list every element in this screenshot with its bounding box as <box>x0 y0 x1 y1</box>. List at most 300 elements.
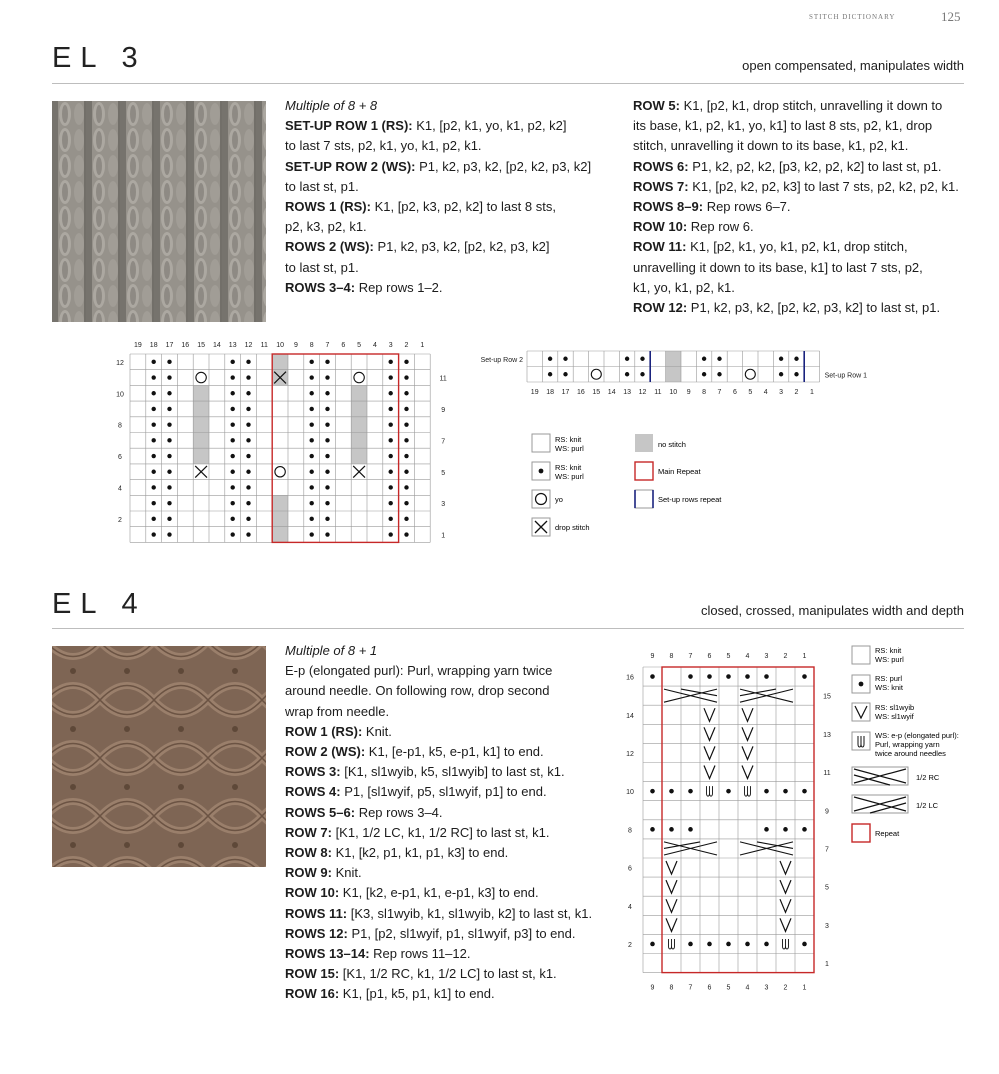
purl-dot <box>310 532 314 536</box>
purl-dot <box>310 470 314 474</box>
purl-dot <box>167 470 171 474</box>
legend-rc-el4 <box>852 767 940 785</box>
legend-main-repeat-el3 <box>635 462 701 480</box>
purl-dot <box>548 372 552 376</box>
purl-dot <box>231 375 235 379</box>
purl-dot <box>802 789 807 794</box>
column-number: 10 <box>276 342 284 349</box>
row-number: 8 <box>118 422 122 430</box>
purl-dot <box>152 501 156 505</box>
row-text: K1, [p2, k2, p2, k3] to last 7 sts, p2, k2, p2, k1. <box>688 178 959 194</box>
purl-dot <box>246 532 250 536</box>
row-label: ROW 1 (RS): <box>285 723 363 739</box>
column-number: 3 <box>764 653 769 660</box>
slip-v-icon <box>742 766 753 779</box>
slip-v-icon <box>666 918 677 931</box>
column-number: 1 <box>802 984 807 990</box>
section-divider-el4 <box>52 628 964 629</box>
el4-legend <box>850 644 990 849</box>
column-number: 13 <box>623 389 631 396</box>
purl-dot <box>625 357 629 361</box>
purl-dot <box>310 501 314 505</box>
purl-dot <box>246 454 250 458</box>
knit-symbol-icon <box>852 646 870 664</box>
row-number: 9 <box>441 406 446 414</box>
left-cross-icon <box>740 689 793 702</box>
legend-text: WS: sl1wyif <box>875 712 914 721</box>
row-number: 6 <box>628 865 632 873</box>
purl-dot <box>152 375 156 379</box>
row-text: K1, [p2, k1, yo, k1, p2, k1, drop stitch, <box>686 239 908 255</box>
column-number: 7 <box>688 653 693 660</box>
el3-chart <box>108 336 453 550</box>
row-text: K1, [p2, k1, drop stitch, unravelling it down to <box>679 98 943 113</box>
slip-v-icon <box>780 880 791 893</box>
instruction-line <box>633 298 973 318</box>
column-number: 6 <box>341 342 346 349</box>
legend-knit-el4 <box>852 646 904 664</box>
row-text: Knit. <box>331 865 362 881</box>
slip-v-icon <box>704 727 715 740</box>
purl-dot <box>707 674 712 679</box>
section-title-el3: EL 3 <box>52 42 147 74</box>
purl-dot <box>404 407 408 411</box>
el3-multiple: Multiple of 8 + 8 <box>285 98 378 113</box>
purl-dot <box>167 360 171 364</box>
el3-instructions-col2 <box>633 96 973 318</box>
purl-dot <box>325 438 329 442</box>
purl-dot <box>726 789 731 794</box>
purl-dot <box>404 485 408 489</box>
no-stitch-cell <box>351 385 367 464</box>
column-number: 5 <box>357 342 362 349</box>
instruction-line <box>633 258 973 278</box>
row-number: 10 <box>116 391 124 399</box>
purl-dot <box>246 422 250 426</box>
instruction-line <box>285 722 615 742</box>
swatch-photo-el4 <box>52 646 266 867</box>
column-number: 9 <box>650 984 655 990</box>
elongated-purl-icon <box>783 939 789 949</box>
legend-text: WS: purl <box>555 472 584 481</box>
purl-dot <box>404 501 408 505</box>
purl-dot <box>152 391 156 395</box>
purl-dot <box>688 674 693 679</box>
knit-symbol-icon <box>532 434 550 452</box>
purl-dot <box>152 438 156 442</box>
row-number: 7 <box>825 846 829 854</box>
instruction-line <box>285 924 615 944</box>
purl-dot <box>650 942 655 947</box>
column-number: 3 <box>764 984 769 990</box>
purl-dot <box>231 391 235 395</box>
el4-instructions <box>285 641 615 1005</box>
row-number: 5 <box>825 884 829 892</box>
section-title-el4: EL 4 <box>52 588 147 620</box>
purl-dot <box>688 827 693 832</box>
intro-line: around needle. On following row, drop second <box>285 683 550 699</box>
column-number: 4 <box>372 342 377 349</box>
column-number: 6 <box>707 984 712 990</box>
purl-dot <box>167 391 171 395</box>
yo-circle-icon <box>275 467 285 477</box>
purl-dot <box>167 407 171 411</box>
instruction-line <box>633 157 973 177</box>
instruction-line <box>285 843 615 863</box>
yo-circle-icon <box>532 490 550 508</box>
row-text: Rep row 6. <box>687 219 754 235</box>
purl-dot <box>152 454 156 458</box>
row-label: ROW 16: <box>285 986 340 1002</box>
legend-text: WS: e-p (elongated purl): <box>875 731 959 740</box>
instruction-line <box>285 136 615 156</box>
slip-v-icon <box>704 708 715 721</box>
column-number: 19 <box>530 389 539 396</box>
purl-dot <box>389 485 393 489</box>
purl-dot <box>325 391 329 395</box>
no-stitch-cell <box>193 385 209 464</box>
row-text: P1, k2, p3, k2, [p2, k2, p3, k2] <box>415 158 592 174</box>
row-label: SET-UP ROW 1 (RS): <box>285 118 413 134</box>
column-number: 16 <box>181 342 190 349</box>
purl-dot <box>389 391 393 395</box>
purl-dot <box>794 372 798 376</box>
purl-dot <box>389 407 393 411</box>
setup-repeat-icon <box>635 490 653 508</box>
purl-dot <box>404 438 408 442</box>
purl-dot <box>783 789 788 794</box>
instruction-line <box>285 177 615 197</box>
column-number: 7 <box>688 984 693 990</box>
row-number: 1 <box>441 532 446 540</box>
row-text: P1, [sl1wyif, p5, sl1wyif, p1] to end. <box>340 784 547 800</box>
row-label: ROWS 1 (RS): <box>285 199 371 215</box>
purl-dot <box>246 375 250 379</box>
column-number: 13 <box>228 342 237 349</box>
legend-text: WS: purl <box>875 655 904 664</box>
purl-dot <box>152 422 156 426</box>
column-number: 19 <box>134 342 142 349</box>
purl-dot <box>764 674 769 679</box>
purl-dot <box>389 532 393 536</box>
column-number: 2 <box>783 984 788 990</box>
column-number: 1 <box>802 653 807 660</box>
row-label: SET-UP ROW 2 (WS): <box>285 158 416 174</box>
instruction-line <box>285 883 615 903</box>
legend-nostitch-el3 <box>635 434 686 452</box>
column-number: 12 <box>244 342 253 349</box>
purl-dot <box>231 501 235 505</box>
column-number: 4 <box>745 984 750 990</box>
row-text: P1, k2, p2, k2, [p3, k2, p2, k2] to last st, p1. <box>688 158 942 174</box>
purl-dot <box>167 517 171 521</box>
yo-circle-icon <box>196 372 206 382</box>
slip-v-icon <box>780 899 791 912</box>
purl-dot <box>152 532 156 536</box>
purl-dot <box>548 357 552 361</box>
no-stitch-cell <box>272 495 288 542</box>
left-cross-icon <box>664 842 717 855</box>
purl-dot <box>802 827 807 832</box>
slip-v-icon <box>704 766 715 779</box>
column-number: 11 <box>260 342 268 349</box>
purl-dot <box>563 357 567 361</box>
purl-dot <box>167 501 171 505</box>
row-number: 6 <box>118 454 122 462</box>
row-text: P1, k2, p3, k2, [p2, k2, p3, k2] <box>373 239 550 255</box>
column-number: 8 <box>702 389 707 396</box>
section-subtitle-el4: closed, crossed, manipulates width and depth <box>700 603 964 618</box>
row-number: 2 <box>118 516 122 524</box>
slip-v-icon <box>742 727 753 740</box>
elongated-purl-icon <box>669 939 675 949</box>
instruction-line <box>285 964 615 984</box>
purl-dot <box>325 501 329 505</box>
yo-circle-icon <box>591 369 601 379</box>
purl-dot <box>246 501 250 505</box>
purl-dot <box>246 470 250 474</box>
row-number: 5 <box>441 469 446 477</box>
purl-dot <box>640 372 644 376</box>
repeat-icon <box>852 824 870 842</box>
purl-dot <box>726 674 731 679</box>
purl-dot <box>325 470 329 474</box>
intro-line: wrap from needle. <box>285 703 390 719</box>
yo-circle-icon <box>354 372 364 382</box>
row-label: ROW 11: <box>633 239 687 255</box>
legend-text: RS: knit <box>555 435 582 444</box>
purl-dot <box>231 422 235 426</box>
row-number: 3 <box>825 922 829 930</box>
purl-dot <box>152 470 156 474</box>
purl-dot <box>167 375 171 379</box>
purl-dot <box>404 454 408 458</box>
column-number: 7 <box>325 342 330 349</box>
setup-row-label: Set-up Row 1 <box>824 372 868 380</box>
slip-v-icon <box>666 880 677 893</box>
el3-setup-chart <box>463 343 893 401</box>
instruction-line <box>285 157 615 177</box>
legend-text: Repeat <box>875 829 900 838</box>
row-text: to last st, p1. <box>285 178 359 194</box>
purl-dot <box>404 360 408 364</box>
row-text: K1, [p1, k5, p1, k1] to end. <box>339 986 495 1002</box>
column-number: 15 <box>197 342 205 349</box>
purl-dot <box>625 372 629 376</box>
row-label: ROW 5: <box>633 98 680 113</box>
column-number: 8 <box>309 342 314 349</box>
legend-purl-el4 <box>852 674 904 693</box>
swatch-photo-el3 <box>52 101 266 322</box>
row-number: 7 <box>441 438 446 446</box>
column-number: 16 <box>577 389 585 396</box>
purl-dot <box>802 942 807 947</box>
instruction-line <box>285 258 615 278</box>
row-label: ROW 7: <box>285 824 332 840</box>
purl-dot <box>779 372 783 376</box>
purl-dot <box>389 454 393 458</box>
row-label: ROW 10: <box>633 219 688 235</box>
row-text: Rep rows 3–4. <box>355 804 443 820</box>
legend-text: twice around needles <box>875 749 946 758</box>
purl-dot <box>310 517 314 521</box>
slip-v-icon <box>666 899 677 912</box>
column-number: 7 <box>717 389 722 396</box>
purl-dot <box>152 485 156 489</box>
column-number: 5 <box>726 653 731 660</box>
row-number: 4 <box>628 903 632 911</box>
purl-dot <box>650 827 655 832</box>
purl-dot <box>404 391 408 395</box>
row-text: P1, k2, p3, k2, [p2, k2, p3, k2] to last st, p1. <box>687 300 941 316</box>
column-number: 1 <box>809 389 814 396</box>
column-number: 2 <box>404 342 409 349</box>
column-number: 10 <box>669 389 678 396</box>
purl-dot <box>325 407 329 411</box>
legend-lc-el4 <box>852 795 939 813</box>
purl-dot <box>702 372 706 376</box>
row-text: K1, [k2, p1, k1, p1, k3] to end. <box>331 845 509 861</box>
purl-dot <box>246 517 250 521</box>
instruction-line <box>285 944 615 964</box>
row-text: Rep rows 6–7. <box>703 199 791 215</box>
purl-dot <box>310 375 314 379</box>
column-number: 17 <box>165 342 174 349</box>
column-number: 3 <box>779 389 784 396</box>
purl-dot <box>310 360 314 364</box>
running-head: STITCH DICTIONARY <box>809 13 896 21</box>
purl-dot <box>167 485 171 489</box>
row-text: P1, [p2, sl1wyif, p1, sl1wyif, p3] to end. <box>347 925 576 941</box>
column-number: 4 <box>763 389 768 396</box>
instruction-line <box>285 237 615 257</box>
legend-text: RS: knit <box>555 463 582 472</box>
row-label: ROW 8: <box>285 845 332 861</box>
legend-text: yo <box>555 495 563 504</box>
purl-dot <box>688 942 693 947</box>
slip-v-icon <box>780 861 791 874</box>
slip-v-icon <box>742 746 753 759</box>
purl-dot <box>640 357 644 361</box>
row-text: [K1, 1/2 RC, k1, 1/2 LC] to last st, k1. <box>339 966 557 982</box>
purl-dot <box>152 407 156 411</box>
instruction-line <box>285 742 615 762</box>
purl-dot <box>404 517 408 521</box>
column-number: 9 <box>686 389 691 396</box>
row-label: ROWS 11: <box>285 905 348 921</box>
legend-purl-el3 <box>532 462 584 481</box>
purl-dot <box>231 454 235 458</box>
row-text: p2, k3, p2, k1. <box>285 219 367 235</box>
purl-dot <box>389 422 393 426</box>
column-number: 8 <box>669 984 674 990</box>
slip-v-icon <box>666 861 677 874</box>
purl-dot <box>167 454 171 458</box>
slip-v-icon <box>742 708 753 721</box>
column-number: 4 <box>745 653 750 660</box>
instruction-line <box>633 96 973 116</box>
row-label: ROW 10: <box>285 885 340 901</box>
column-number: 6 <box>707 653 712 660</box>
purl-dot <box>152 360 156 364</box>
legend-text: Set-up rows repeat <box>658 495 722 504</box>
purl-dot <box>246 360 250 364</box>
purl-dot <box>764 827 769 832</box>
purl-dot <box>717 372 721 376</box>
instruction-line <box>633 136 973 156</box>
purl-dot <box>389 517 393 521</box>
row-number: 12 <box>116 359 124 367</box>
legend-ep-el4 <box>852 731 959 758</box>
legend-text: Purl, wrapping yarn <box>875 740 940 749</box>
legend-text: RS: knit <box>875 646 902 655</box>
row-label: ROWS 2 (WS): <box>285 239 374 255</box>
purl-dot <box>650 789 655 794</box>
legend-text: WS: purl <box>555 444 584 453</box>
row-label: ROWS 12: <box>285 925 348 941</box>
row-text: unravelling it down to its base, k1] to last 7 sts, p2, <box>633 259 923 275</box>
elongated-purl-icon <box>745 786 751 796</box>
purl-dot <box>325 532 329 536</box>
column-number: 14 <box>213 342 221 349</box>
row-text: [K3, sl1wyib, k1, sl1wyib, k2] to last st, k1. <box>347 905 593 921</box>
column-number: 11 <box>654 389 662 396</box>
column-number: 8 <box>669 653 674 660</box>
row-number: 16 <box>626 674 634 682</box>
purl-dot <box>404 532 408 536</box>
purl-dot <box>325 375 329 379</box>
row-label: ROWS 3–4: <box>285 279 356 295</box>
legend-slip-el4 <box>852 703 915 721</box>
instruction-line <box>633 237 973 257</box>
legend-setup-repeat-el3 <box>635 490 722 508</box>
column-number: 6 <box>732 389 737 396</box>
column-number: 12 <box>638 389 647 396</box>
purl-dot <box>231 470 235 474</box>
row-label: ROWS 6: <box>633 158 689 174</box>
legend-drop-el3 <box>532 518 590 536</box>
row-label: ROWS 13–14: <box>285 946 370 962</box>
row-text: K1, [k2, e-p1, k1, e-p1, k3] to end. <box>339 885 539 901</box>
column-number: 1 <box>420 342 425 349</box>
row-text: K1, [p2, k3, p2, k2] to last 8 sts, <box>370 199 556 215</box>
purl-dot <box>669 827 674 832</box>
purl-dot <box>794 357 798 361</box>
row-label: ROW 12: <box>633 300 688 316</box>
instruction-line <box>285 823 615 843</box>
row-number: 4 <box>118 485 122 493</box>
purl-dot <box>231 532 235 536</box>
instruction-line <box>285 782 615 802</box>
el3-legend <box>530 432 770 540</box>
row-number: 3 <box>441 501 446 509</box>
purl-dot <box>246 438 250 442</box>
row-text: its base, k1, p2, k1, yo, k1] to last 8 sts, p2, k1, drop <box>633 118 933 134</box>
purl-dot <box>802 674 807 679</box>
purl-dot <box>167 438 171 442</box>
purl-dot <box>389 375 393 379</box>
right-cross-icon <box>664 689 717 702</box>
row-text: [K1, 1/2 LC, k1, 1/2 RC] to last st, k1. <box>331 824 550 840</box>
legend-text: drop stitch <box>555 523 590 532</box>
instruction-line <box>285 116 615 136</box>
column-number: 14 <box>607 389 616 396</box>
column-number: 15 <box>592 389 601 396</box>
column-number: 3 <box>388 342 393 349</box>
setup-row-label: Set-up Row 2 <box>480 356 523 364</box>
purl-dot <box>325 422 329 426</box>
row-text: Knit. <box>362 723 392 739</box>
